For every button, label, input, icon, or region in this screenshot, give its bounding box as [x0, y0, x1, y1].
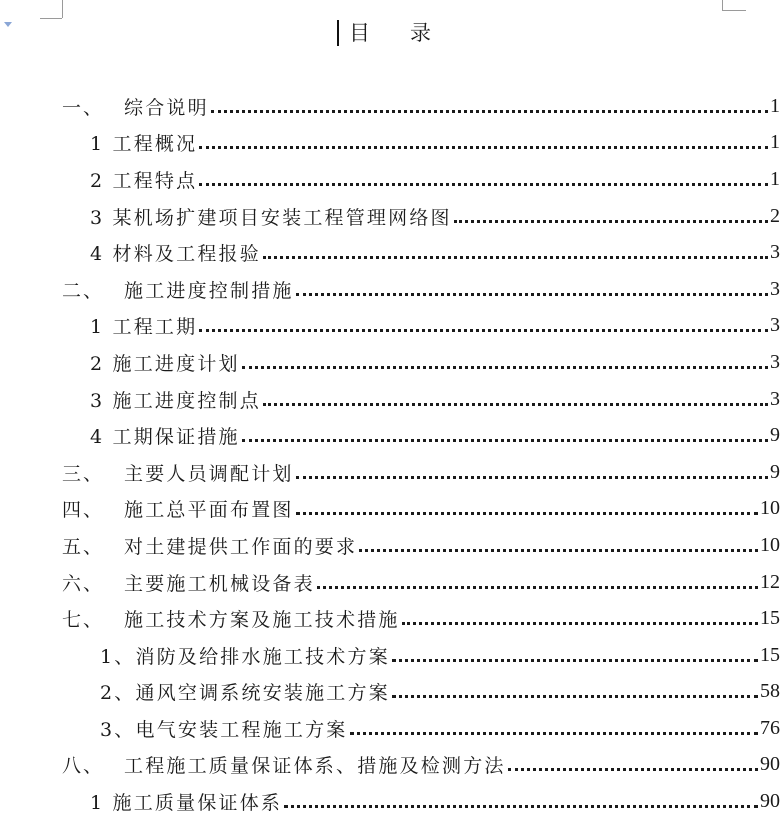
- toc-entry[interactable]: [0, 161, 780, 198]
- toc-page-number: 15: [760, 607, 780, 630]
- toc-page-number: 1: [770, 167, 780, 190]
- toc-entry-label: [90, 203, 452, 230]
- toc-entry[interactable]: [0, 491, 780, 528]
- toc-entry[interactable]: [0, 783, 780, 820]
- toc-entry-text: 4 工期保证措施: [90, 426, 240, 449]
- toc-entry-label: [62, 93, 209, 120]
- toc-entry-number: 一、: [62, 96, 105, 119]
- toc-entry-label: [90, 788, 282, 815]
- toc-dot-leader: [284, 805, 758, 808]
- text-cursor: [337, 20, 339, 46]
- toc-entry-label: [90, 239, 261, 266]
- toc-entry-label: [62, 276, 294, 303]
- toc-entry-text: 1 工程工期: [90, 316, 198, 339]
- toc-page-number: 90: [760, 753, 780, 776]
- toc-dot-leader: [454, 220, 768, 223]
- toc-dot-leader: [508, 768, 758, 771]
- toc-page-number: 90: [760, 790, 780, 813]
- toc-page-number: 15: [760, 643, 780, 666]
- toc-dot-leader: [296, 293, 768, 296]
- toc-dot-leader: [263, 256, 768, 259]
- toc-page-number: 58: [760, 680, 780, 703]
- toc-dot-leader: [296, 476, 768, 479]
- toc-page-number: 76: [760, 716, 780, 739]
- toc-page-number: 10: [760, 533, 780, 556]
- toc-entry-label: [62, 751, 506, 778]
- toc-entry-label: [100, 715, 348, 742]
- toc-dot-leader: [392, 659, 758, 662]
- toc-entry-label: [90, 422, 240, 449]
- toc-entry[interactable]: [0, 308, 780, 345]
- toc-entry-label: [62, 532, 357, 559]
- toc-entry-label: [90, 166, 197, 193]
- toc-entry[interactable]: [0, 600, 780, 637]
- toc-entry-text: 施工技术方案及施工技术措施: [124, 609, 400, 632]
- toc-entry-text: 对土建提供工作面的要求: [124, 535, 358, 558]
- toc-entry-label: [100, 642, 390, 669]
- toc-entry-number: 二、: [62, 279, 105, 302]
- toc-entry[interactable]: [0, 234, 780, 271]
- toc-entry-text: 1 工程概况: [90, 133, 198, 156]
- toc-entry-text: 施工进度控制措施: [124, 279, 294, 302]
- toc-page-number: 2: [770, 204, 780, 227]
- toc-entry-label: [90, 312, 197, 339]
- toc-entry-number: 七、: [62, 609, 105, 632]
- toc-entry-number: 六、: [62, 572, 105, 595]
- toc-dot-leader: [211, 110, 768, 113]
- toc-entry-label: [100, 678, 390, 705]
- toc-page-number: 3: [770, 314, 780, 337]
- toc-entry-label: [62, 605, 400, 632]
- toc-page-number: 3: [770, 350, 780, 373]
- toc-entry[interactable]: [0, 454, 780, 491]
- toc-dot-leader: [359, 549, 758, 552]
- toc-page-number: 9: [770, 460, 780, 483]
- toc-entry-number: 三、: [62, 462, 105, 485]
- toc-entry-text: 2 工程特点: [90, 169, 198, 192]
- corner-arrow-icon: [4, 22, 12, 27]
- toc-entry-text: 1、消防及给排水施工技术方案: [100, 645, 390, 668]
- toc-entry-text: 3 某机场扩建项目安装工程管理网络图: [90, 206, 452, 229]
- toc-entry[interactable]: [0, 710, 780, 747]
- toc-entry-text: 1 施工质量保证体系: [90, 792, 283, 815]
- toc-entry-text: 2 施工进度计划: [90, 352, 240, 375]
- toc-entry[interactable]: [0, 747, 780, 784]
- toc-entry[interactable]: [0, 88, 780, 125]
- toc-dot-leader: [317, 586, 758, 589]
- toc-entry[interactable]: [0, 674, 780, 711]
- toc-dot-leader: [199, 146, 768, 149]
- toc-page-number: 3: [770, 277, 780, 300]
- toc-entry-text: 4 材料及工程报验: [90, 243, 261, 266]
- toc-entry-number: 八、: [62, 755, 105, 778]
- toc-dot-leader: [350, 732, 759, 735]
- crop-mark-top-right: [722, 0, 723, 10]
- toc-entry-label: [90, 386, 261, 413]
- toc-dot-leader: [199, 183, 768, 186]
- toc-dot-leader: [263, 403, 768, 406]
- crop-mark-top-left: [62, 0, 63, 18]
- toc-page-number: 10: [760, 497, 780, 520]
- toc-entry-label: [90, 349, 240, 376]
- toc-entry[interactable]: [0, 564, 780, 601]
- toc-entry-label: [62, 569, 315, 596]
- toc-entry[interactable]: [0, 417, 780, 454]
- toc-page-number: 3: [770, 387, 780, 410]
- table-of-contents: [0, 88, 780, 820]
- toc-dot-leader: [296, 512, 758, 515]
- toc-entry[interactable]: [0, 198, 780, 235]
- crop-mark-top-left: [40, 18, 62, 19]
- toc-entry[interactable]: [0, 125, 780, 162]
- toc-entry-text: 工程施工质量保证体系、措施及检测方法: [124, 755, 506, 778]
- toc-dot-leader: [199, 329, 768, 332]
- toc-page-number: 1: [770, 131, 780, 154]
- toc-dot-leader: [392, 695, 758, 698]
- toc-entry-label: [62, 495, 294, 522]
- toc-entry-text: 施工总平面布置图: [124, 499, 294, 522]
- toc-entry-text: 综合说明: [124, 96, 209, 119]
- toc-dot-leader: [402, 622, 758, 625]
- toc-entry[interactable]: [0, 637, 780, 674]
- toc-page-number: 12: [760, 570, 780, 593]
- toc-entry[interactable]: [0, 271, 780, 308]
- toc-page-number: 1: [770, 94, 780, 117]
- toc-title[interactable]: 目 录: [349, 21, 432, 45]
- toc-page-number: 9: [770, 424, 780, 447]
- toc-entry-label: [90, 129, 197, 156]
- toc-entry-text: 2、通风空调系统安装施工方案: [100, 682, 390, 705]
- toc-entry[interactable]: [0, 527, 780, 564]
- toc-page-number: 3: [770, 241, 780, 264]
- toc-entry[interactable]: [0, 381, 780, 418]
- toc-entry-number: 四、: [62, 499, 105, 522]
- crop-mark-top-right: [722, 10, 746, 11]
- toc-entry-label: [62, 459, 294, 486]
- toc-entry-text: 主要人员调配计划: [124, 462, 294, 485]
- toc-dot-leader: [242, 366, 768, 369]
- toc-dot-leader: [242, 439, 768, 442]
- toc-entry[interactable]: [0, 344, 780, 381]
- toc-entry-number: 五、: [62, 535, 105, 558]
- toc-entry-text: 3 施工进度控制点: [90, 389, 261, 412]
- toc-entry-text: 主要施工机械设备表: [124, 572, 315, 595]
- toc-entry-text: 3、电气安装工程施工方案: [100, 718, 348, 741]
